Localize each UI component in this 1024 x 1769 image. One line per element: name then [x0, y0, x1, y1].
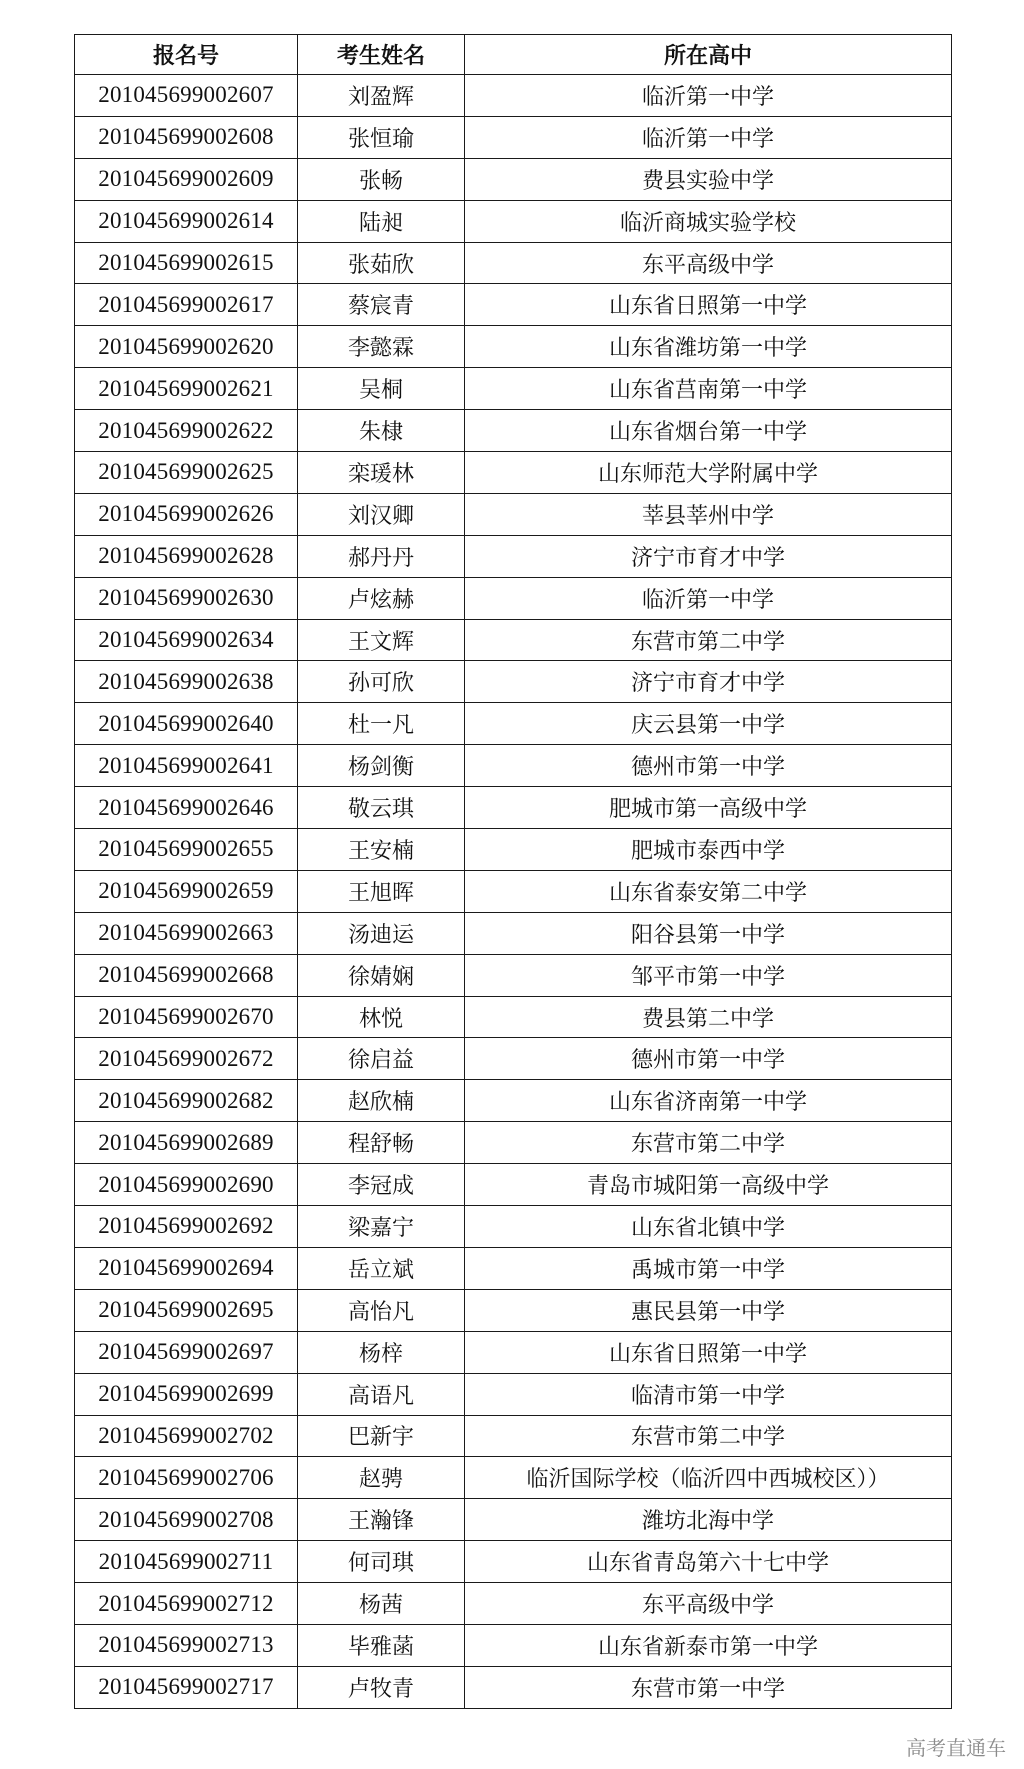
cell-reg-no: 201045699002608 — [75, 116, 298, 158]
cell-school: 庆云县第一中学 — [465, 703, 952, 745]
cell-school: 惠民县第一中学 — [465, 1289, 952, 1331]
cell-reg-no: 201045699002670 — [75, 996, 298, 1038]
cell-name: 朱棣 — [298, 410, 465, 452]
cell-school: 东营市第二中学 — [465, 1415, 952, 1457]
table-row — [75, 619, 952, 661]
cell-name: 杨梓 — [298, 1331, 465, 1373]
cell-name: 蔡宸青 — [298, 284, 465, 326]
cell-name: 巴新宇 — [298, 1415, 465, 1457]
table-row — [75, 326, 952, 368]
table-row — [75, 452, 952, 494]
cell-name: 郝丹丹 — [298, 535, 465, 577]
header-row — [75, 35, 952, 75]
cell-reg-no: 201045699002706 — [75, 1457, 298, 1499]
cell-reg-no: 201045699002634 — [75, 619, 298, 661]
cell-reg-no: 201045699002702 — [75, 1415, 298, 1457]
cell-reg-no: 201045699002699 — [75, 1373, 298, 1415]
cell-reg-no: 201045699002692 — [75, 1206, 298, 1248]
table-row — [75, 158, 952, 200]
table-body — [75, 75, 952, 1709]
cell-name: 刘汉卿 — [298, 493, 465, 535]
table-row — [75, 1499, 952, 1541]
table-row — [75, 242, 952, 284]
cell-reg-no: 201045699002638 — [75, 661, 298, 703]
cell-reg-no: 201045699002615 — [75, 242, 298, 284]
cell-reg-no: 201045699002712 — [75, 1583, 298, 1625]
cell-reg-no: 201045699002659 — [75, 870, 298, 912]
cell-reg-no: 201045699002682 — [75, 1080, 298, 1122]
cell-school: 山东省日照第一中学 — [465, 284, 952, 326]
header-school: 所在高中 — [465, 35, 952, 75]
watermark: 高考直通车 — [906, 1736, 1006, 1760]
header-name: 考生姓名 — [298, 35, 465, 75]
cell-name: 梁嘉宁 — [298, 1206, 465, 1248]
cell-name: 徐婧娴 — [298, 954, 465, 996]
table-row — [75, 577, 952, 619]
cell-school: 德州市第一中学 — [465, 1038, 952, 1080]
cell-name: 何司琪 — [298, 1541, 465, 1583]
cell-school: 邹平市第一中学 — [465, 954, 952, 996]
cell-reg-no: 201045699002628 — [75, 535, 298, 577]
cell-reg-no: 201045699002630 — [75, 577, 298, 619]
cell-name: 王旭晖 — [298, 870, 465, 912]
cell-school: 山东省泰安第二中学 — [465, 870, 952, 912]
cell-reg-no: 201045699002711 — [75, 1541, 298, 1583]
cell-name: 王瀚锋 — [298, 1499, 465, 1541]
cell-reg-no: 201045699002668 — [75, 954, 298, 996]
cell-school: 莘县莘州中学 — [465, 493, 952, 535]
cell-reg-no: 201045699002695 — [75, 1289, 298, 1331]
cell-reg-no: 201045699002625 — [75, 452, 298, 494]
table-row — [75, 996, 952, 1038]
cell-school: 山东省北镇中学 — [465, 1206, 952, 1248]
cell-school: 济宁市育才中学 — [465, 535, 952, 577]
cell-reg-no: 201045699002621 — [75, 368, 298, 410]
cell-reg-no: 201045699002641 — [75, 745, 298, 787]
table-row — [75, 829, 952, 871]
cell-school: 临沂商城实验学校 — [465, 200, 952, 242]
cell-name: 张畅 — [298, 158, 465, 200]
table-row — [75, 1164, 952, 1206]
cell-name: 杨茜 — [298, 1583, 465, 1625]
table-row — [75, 1289, 952, 1331]
table-row — [75, 1541, 952, 1583]
cell-reg-no: 201045699002607 — [75, 75, 298, 117]
cell-name: 高语凡 — [298, 1373, 465, 1415]
cell-name: 杨剑衡 — [298, 745, 465, 787]
table-row — [75, 870, 952, 912]
cell-school: 费县第二中学 — [465, 996, 952, 1038]
cell-reg-no: 201045699002717 — [75, 1666, 298, 1708]
cell-name: 陆昶 — [298, 200, 465, 242]
table-row — [75, 493, 952, 535]
cell-name: 林悦 — [298, 996, 465, 1038]
table-row — [75, 1247, 952, 1289]
cell-reg-no: 201045699002672 — [75, 1038, 298, 1080]
cell-name: 张茹欣 — [298, 242, 465, 284]
table-row — [75, 1666, 952, 1708]
cell-name: 徐启益 — [298, 1038, 465, 1080]
cell-reg-no: 201045699002640 — [75, 703, 298, 745]
cell-reg-no: 201045699002708 — [75, 1499, 298, 1541]
table-row — [75, 912, 952, 954]
cell-school: 山东省济南第一中学 — [465, 1080, 952, 1122]
table-row — [75, 661, 952, 703]
cell-name: 赵骋 — [298, 1457, 465, 1499]
cell-name: 岳立斌 — [298, 1247, 465, 1289]
cell-name: 卢牧青 — [298, 1666, 465, 1708]
table-row — [75, 1206, 952, 1248]
cell-name: 杜一凡 — [298, 703, 465, 745]
cell-name: 王安楠 — [298, 829, 465, 871]
cell-name: 高怡凡 — [298, 1289, 465, 1331]
cell-name: 王文辉 — [298, 619, 465, 661]
cell-reg-no: 201045699002697 — [75, 1331, 298, 1373]
header-reg-no: 报名号 — [75, 35, 298, 75]
cell-school: 山东省新泰市第一中学 — [465, 1624, 952, 1666]
cell-reg-no: 201045699002713 — [75, 1624, 298, 1666]
cell-school: 肥城市第一高级中学 — [465, 787, 952, 829]
cell-name: 敬云琪 — [298, 787, 465, 829]
cell-school: 临沂第一中学 — [465, 577, 952, 619]
cell-reg-no: 201045699002620 — [75, 326, 298, 368]
cell-school: 临清市第一中学 — [465, 1373, 952, 1415]
cell-name: 程舒畅 — [298, 1122, 465, 1164]
cell-school: 临沂第一中学 — [465, 116, 952, 158]
table-row — [75, 1038, 952, 1080]
table-row — [75, 1373, 952, 1415]
table-row — [75, 1122, 952, 1164]
cell-name: 毕雅菡 — [298, 1624, 465, 1666]
table-row — [75, 535, 952, 577]
cell-school: 东平高级中学 — [465, 1583, 952, 1625]
cell-school: 山东省日照第一中学 — [465, 1331, 952, 1373]
cell-school: 山东省青岛第六十七中学 — [465, 1541, 952, 1583]
cell-name: 卢炫赫 — [298, 577, 465, 619]
cell-name: 栾瑗林 — [298, 452, 465, 494]
cell-name: 李懿霖 — [298, 326, 465, 368]
cell-name: 汤迪运 — [298, 912, 465, 954]
cell-school: 山东师范大学附属中学 — [465, 452, 952, 494]
cell-name: 吴桐 — [298, 368, 465, 410]
table-row — [75, 703, 952, 745]
table-row — [75, 200, 952, 242]
cell-name: 李冠成 — [298, 1164, 465, 1206]
table-row — [75, 1080, 952, 1122]
cell-school: 临沂国际学校（临沂四中西城校区）） — [465, 1457, 952, 1499]
table-row — [75, 954, 952, 996]
cell-reg-no: 201045699002663 — [75, 912, 298, 954]
table-row — [75, 1415, 952, 1457]
cell-reg-no: 201045699002609 — [75, 158, 298, 200]
cell-school: 青岛市城阳第一高级中学 — [465, 1164, 952, 1206]
table-row — [75, 787, 952, 829]
cell-school: 东营市第一中学 — [465, 1666, 952, 1708]
cell-reg-no: 201045699002689 — [75, 1122, 298, 1164]
table-row — [75, 1331, 952, 1373]
cell-name: 赵欣楠 — [298, 1080, 465, 1122]
cell-name: 孙可欣 — [298, 661, 465, 703]
table-row — [75, 116, 952, 158]
table-row — [75, 1583, 952, 1625]
cell-school: 费县实验中学 — [465, 158, 952, 200]
cell-reg-no: 201045699002646 — [75, 787, 298, 829]
cell-school: 济宁市育才中学 — [465, 661, 952, 703]
cell-school: 东平高级中学 — [465, 242, 952, 284]
cell-school: 阳谷县第一中学 — [465, 912, 952, 954]
cell-school: 潍坊北海中学 — [465, 1499, 952, 1541]
table-row — [75, 368, 952, 410]
cell-reg-no: 201045699002655 — [75, 829, 298, 871]
cell-school: 山东省烟台第一中学 — [465, 410, 952, 452]
cell-name: 张恒瑜 — [298, 116, 465, 158]
table-row — [75, 284, 952, 326]
table-row — [75, 745, 952, 787]
candidate-table — [74, 34, 952, 1709]
cell-school: 山东省莒南第一中学 — [465, 368, 952, 410]
cell-school: 东营市第二中学 — [465, 1122, 952, 1164]
cell-school: 禹城市第一中学 — [465, 1247, 952, 1289]
cell-reg-no: 201045699002694 — [75, 1247, 298, 1289]
table-row — [75, 410, 952, 452]
cell-reg-no: 201045699002690 — [75, 1164, 298, 1206]
table-row — [75, 1457, 952, 1499]
cell-reg-no: 201045699002622 — [75, 410, 298, 452]
table-row — [75, 75, 952, 117]
cell-reg-no: 201045699002617 — [75, 284, 298, 326]
table-row — [75, 1624, 952, 1666]
cell-school: 肥城市泰西中学 — [465, 829, 952, 871]
cell-reg-no: 201045699002614 — [75, 200, 298, 242]
cell-school: 德州市第一中学 — [465, 745, 952, 787]
candidate-list-sheet — [74, 34, 951, 1709]
cell-reg-no: 201045699002626 — [75, 493, 298, 535]
cell-name: 刘盈辉 — [298, 75, 465, 117]
cell-school: 东营市第二中学 — [465, 619, 952, 661]
cell-school: 山东省潍坊第一中学 — [465, 326, 952, 368]
cell-school: 临沂第一中学 — [465, 75, 952, 117]
